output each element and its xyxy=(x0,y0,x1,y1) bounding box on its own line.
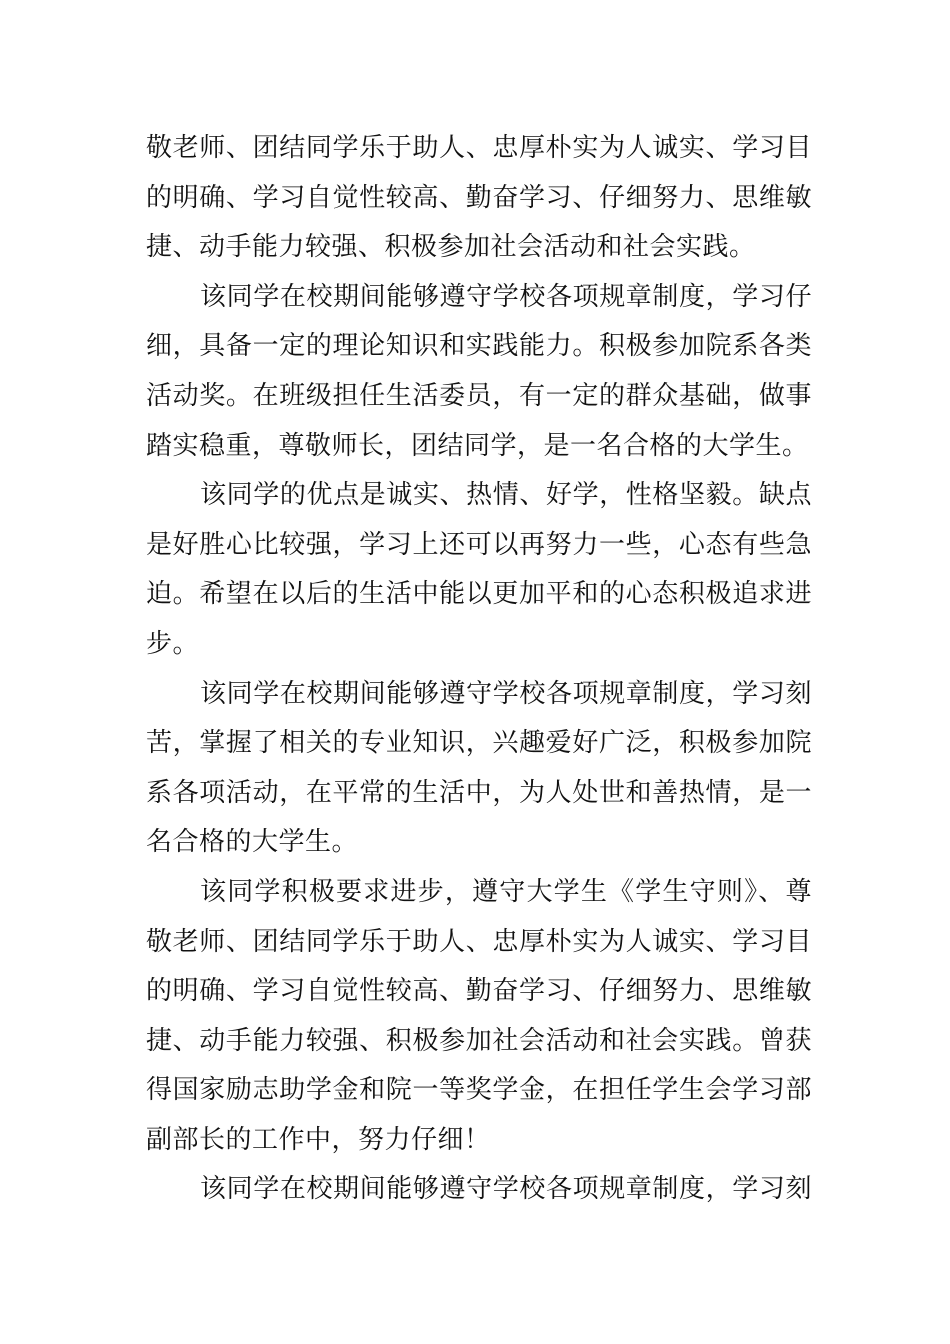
text-line: 副部长的工作中，努力仔细！ xyxy=(146,1124,491,1155)
text-line: 该同学在校期间能够遵守学校各项规章制度，学习刻 xyxy=(200,1174,812,1205)
text-line: 苦，掌握了相关的专业知识，兴趣爱好广泛，积极参加院 xyxy=(146,728,812,759)
text-line: 该同学的优点是诚实、热情、好学，性格坚毅。缺点 xyxy=(200,480,812,511)
text-line: 步。 xyxy=(146,628,200,659)
text-line: 得国家励志助学金和院一等奖学金，在担任学生会学习部 xyxy=(146,1075,812,1106)
text-line: 系各项活动，在平常的生活中，为人处世和善热情，是一 xyxy=(146,777,812,808)
text-line: 该同学在校期间能够遵守学校各项规章制度，学习仔 xyxy=(200,281,812,312)
text-line: 捷、动手能力较强、积极参加社会活动和社会实践。曾获 xyxy=(146,1025,812,1056)
document-body xyxy=(146,124,812,1215)
text-line: 敬老师、团结同学乐于助人、忠厚朴实为人诚实、学习目 xyxy=(146,926,812,957)
text-line: 敬老师、团结同学乐于助人、忠厚朴实为人诚实、学习目 xyxy=(146,133,812,163)
text-line: 的明确、学习自觉性较高、勤奋学习、仔细努力、思维敏 xyxy=(146,976,812,1007)
text-line: 捷、动手能力较强、积极参加社会活动和社会实践。 xyxy=(146,232,756,263)
text-line: 名合格的大学生。 xyxy=(146,827,359,858)
text-line: 该同学在校期间能够遵守学校各项规章制度，学习刻 xyxy=(200,678,812,709)
text-line: 是好胜心比较强，学习上还可以再努力一些，心态有些急 xyxy=(146,529,812,560)
text-line: 活动奖。在班级担任生活委员，有一定的群众基础，做事 xyxy=(146,380,812,411)
text-line: 的明确、学习自觉性较高、勤奋学习、仔细努力、思维敏 xyxy=(146,182,812,213)
text-line: 细，具备一定的理论知识和实践能力。积极参加院系各类 xyxy=(146,331,812,362)
text-line: 迫。希望在以后的生活中能以更加平和的心态积极追求进 xyxy=(146,579,812,610)
text-line: 踏实稳重，尊敬师长，团结同学，是一名合格的大学生。 xyxy=(146,430,809,461)
text-line: 该同学积极要求进步，遵守大学生《学生守则》、尊 xyxy=(200,876,812,907)
